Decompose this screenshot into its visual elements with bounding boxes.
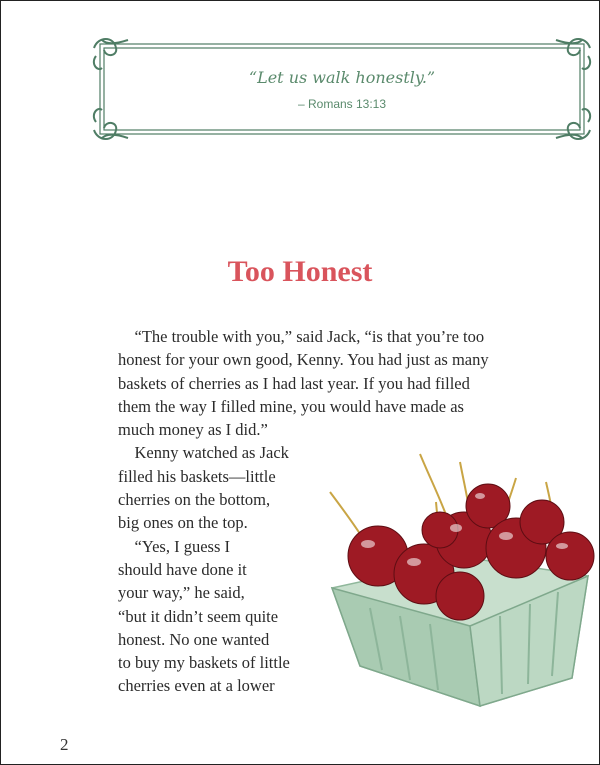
- verse-quote: “Let us walk honestly.”: [248, 68, 436, 87]
- body-line: filled his baskets—little: [118, 466, 276, 486]
- body-line: “The trouble with you,” said Jack, “is that you’re too: [118, 327, 485, 346]
- body-line: honest for your own good, Kenny. You had just as many: [118, 350, 489, 370]
- body-line: to buy my baskets of little: [118, 653, 290, 673]
- body-line: baskets of cherries as I had last year. If you had filled: [118, 373, 470, 393]
- body-line: much money as I did.”: [118, 420, 268, 440]
- verse-frame: [92, 38, 592, 140]
- body-line: “but it didn’t seem quite: [118, 606, 279, 626]
- ornamental-frame-icon: [92, 38, 592, 140]
- body-line: your way,” he said,: [118, 583, 245, 603]
- page-number: 2: [60, 735, 69, 754]
- cherry-basket-illustration: [320, 448, 598, 714]
- cherry-basket-icon: [320, 448, 598, 710]
- body-line: should have done it: [118, 559, 247, 579]
- body-line: cherries even at a lower: [118, 676, 275, 696]
- body-line: honest. No one wanted: [118, 629, 270, 649]
- body-line: Kenny watched as Jack: [118, 443, 289, 463]
- story-title: Too Honest: [227, 255, 373, 288]
- body-line: big ones on the top.: [118, 513, 248, 533]
- body-line: “Yes, I guess I: [118, 536, 230, 556]
- verse-reference: – Romans 13:13: [297, 97, 387, 111]
- body-line: them the way I filled mine, you would have made as: [118, 396, 464, 416]
- body-line: cherries on the bottom,: [118, 490, 271, 510]
